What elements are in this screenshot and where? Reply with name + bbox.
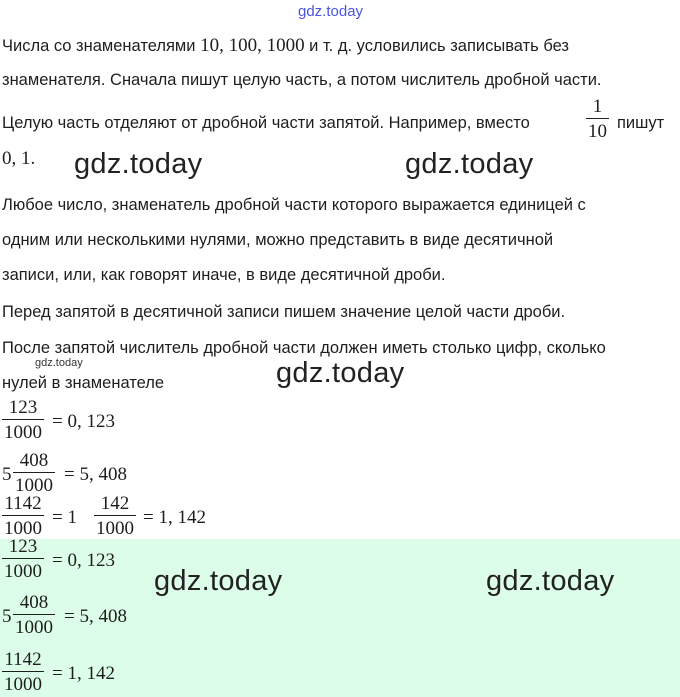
numerator: 123 bbox=[8, 536, 38, 557]
watermark-big: gdz.today bbox=[405, 148, 534, 180]
denominator: 1000 bbox=[94, 515, 136, 538]
watermark-big: gdz.today bbox=[486, 565, 615, 597]
para1-line3-text: Целую часть отделяют от дробной части запятой. Например, вместо bbox=[2, 114, 530, 132]
answer2-whole: 5 bbox=[2, 606, 12, 627]
answer3-result: = 1, 142 bbox=[52, 663, 115, 684]
answer3-fraction bbox=[2, 650, 44, 694]
para1-line1 bbox=[2, 35, 569, 57]
numerator: 123 bbox=[8, 397, 38, 418]
denominator: 1000 bbox=[2, 558, 44, 581]
para1-line3-end: пишут bbox=[617, 114, 665, 132]
numerator: 1142 bbox=[4, 649, 42, 670]
numerator: 408 bbox=[19, 450, 49, 471]
example3-mid: = 1 bbox=[52, 507, 77, 528]
denominator: 1000 bbox=[13, 614, 55, 637]
para1-math: 10, 100, 1000 bbox=[200, 35, 305, 56]
watermark-big: gdz.today bbox=[276, 357, 405, 389]
para2-line1: Любое число, знаменатель дробной части которого выражается единицей с bbox=[2, 196, 586, 214]
watermark-big: gdz.today bbox=[74, 148, 203, 180]
watermark-top: gdz.today bbox=[298, 3, 364, 20]
answer2-fraction bbox=[13, 593, 55, 637]
para1-line4-math: 0, 1. bbox=[2, 148, 36, 169]
fraction-denominator: 10 bbox=[586, 118, 609, 141]
example3-fraction2 bbox=[94, 494, 136, 538]
denominator: 1000 bbox=[2, 419, 44, 442]
fraction-numerator: 1 bbox=[592, 96, 603, 117]
answer2-result: = 5, 408 bbox=[64, 606, 127, 627]
denominator: 1000 bbox=[13, 472, 55, 495]
watermark-big: gdz.today bbox=[154, 565, 283, 597]
para3: Перед запятой в десятичной записи пишем значение целой части дроби. bbox=[2, 303, 566, 321]
example3-fraction bbox=[2, 494, 44, 538]
example1-fraction bbox=[2, 398, 44, 442]
para1-line2: знаменателя. Сначала пишут целую часть, а потом числитель дробной части. bbox=[2, 71, 602, 89]
para4-line2: нулей в знаменателе bbox=[2, 374, 165, 392]
para1-text-a: Числа со знаменателями bbox=[2, 37, 201, 55]
para4-line1: После запятой числитель дробной части должен иметь столько цифр, сколько bbox=[2, 339, 606, 357]
para2-line3: записи, или, как говорят иначе, в виде десятичной дроби. bbox=[2, 266, 446, 284]
numerator: 1142 bbox=[4, 493, 42, 514]
answer1-result: = 0, 123 bbox=[52, 550, 115, 571]
denominator: 1000 bbox=[2, 515, 44, 538]
answer1-fraction bbox=[2, 537, 44, 581]
watermark-small: gdz.today bbox=[35, 357, 83, 369]
numerator: 408 bbox=[19, 592, 49, 613]
example2-whole: 5 bbox=[2, 464, 12, 485]
example3-result: = 1, 142 bbox=[143, 507, 206, 528]
para1-text-b: и т. д. условились записывать без bbox=[304, 37, 569, 55]
example2-result: = 5, 408 bbox=[64, 464, 127, 485]
example1-result: = 0, 123 bbox=[52, 411, 115, 432]
numerator: 142 bbox=[100, 493, 130, 514]
example2-fraction bbox=[13, 451, 55, 495]
para2-line2: одним или несколькими нулями, можно представить в виде десятичной bbox=[2, 231, 554, 249]
denominator: 1000 bbox=[2, 671, 44, 694]
inline-fraction bbox=[586, 97, 609, 141]
